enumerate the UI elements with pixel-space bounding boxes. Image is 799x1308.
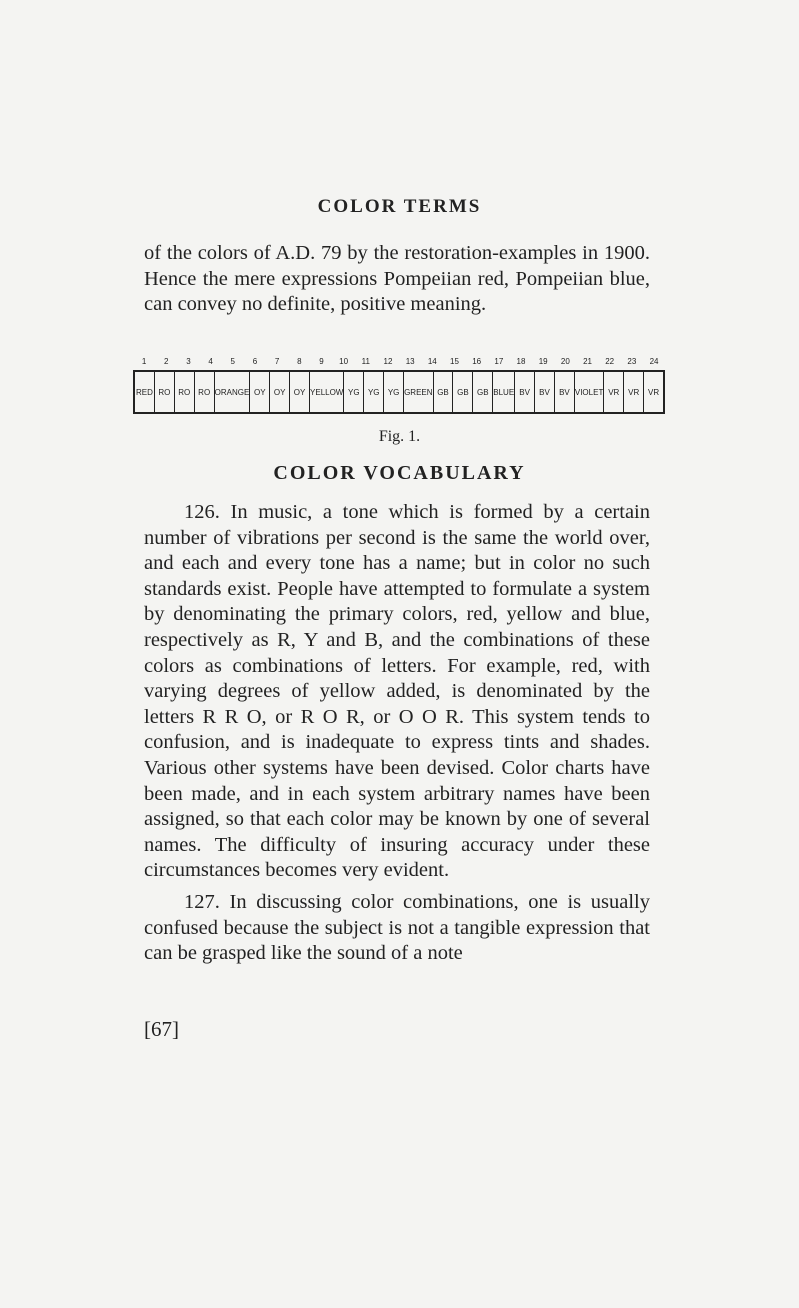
scale-cell: GB bbox=[434, 372, 454, 412]
scale-number: 21 bbox=[583, 357, 592, 366]
scale-number: 9 bbox=[319, 357, 324, 366]
scale-cell: YG bbox=[344, 372, 364, 412]
body-text bbox=[144, 500, 650, 967]
scale-number: 14 bbox=[427, 357, 437, 366]
scale-cell: OY bbox=[250, 372, 270, 412]
scale-number: 8 bbox=[297, 357, 302, 366]
figure-caption: Fig. 1. bbox=[378, 428, 421, 445]
paragraph-126: 126. In music, a tone which is formed by a certain number of vibrations per second is the same the world over, and each and every tone has a name; but in color no such standards exist. People have attempted to formulate a system by denominating the primary colors, red, yellow and blue, respectively as R, Y and B, and the combinations of these colors as combinations of letters. For example, red, with varying degrees of yellow added, is denominated by the letters R R O, or R O R, or O O R. This system tends to confusion, and is inadequate to express tints and shades. Various other systems have been devised. Color charts have been made, and in each system arbitrary names have been assigned, so that each color may be known by one of several names. The difficulty of insuring accuracy under these circumstances becomes very evident. bbox=[144, 501, 650, 882]
scale-cell: VR bbox=[648, 387, 660, 397]
running-head: COLOR TERMS bbox=[317, 196, 482, 217]
paragraph-text: of the colors of A.D. 79 by the restoration-examples in 1900. Hence the mere expressions Pompeiian red, Pompeiian blue, can convey no definite, positive meaning. bbox=[144, 242, 650, 316]
scale-cell: GB bbox=[453, 372, 473, 412]
scale-cell: BLUE bbox=[493, 372, 515, 412]
scale-cell: BV bbox=[515, 372, 535, 412]
scale-number: 2 bbox=[164, 357, 169, 366]
scale-number: 20 bbox=[560, 357, 570, 366]
scale-number: 23 bbox=[627, 357, 637, 366]
scale-number: 11 bbox=[361, 357, 370, 366]
scale-number: 7 bbox=[274, 357, 280, 366]
scale-number: 19 bbox=[538, 357, 548, 366]
scale-cell: VR bbox=[624, 372, 644, 412]
paragraph-continued bbox=[144, 241, 650, 318]
scale-number: 13 bbox=[405, 357, 415, 366]
scale-cell: YELLOW bbox=[310, 372, 344, 412]
scale-cell: GREEN bbox=[404, 372, 433, 412]
scale-cells bbox=[133, 370, 665, 414]
scale-cell: VIOLET bbox=[575, 372, 604, 412]
scale-cell: YG bbox=[364, 372, 384, 412]
scale-cell: RED bbox=[135, 372, 155, 412]
figure-color-scale bbox=[133, 356, 665, 414]
scale-number: 12 bbox=[383, 357, 393, 366]
page-number: [67] bbox=[144, 1017, 179, 1041]
scale-cell: RO bbox=[195, 372, 215, 412]
scale-cell: OY bbox=[270, 372, 290, 412]
paragraph-127: 127. In discussing color combinations, one is usually confused because the subject is not a tangible expression that can be grasped like the sound of a note bbox=[144, 890, 650, 965]
scale-numbers bbox=[133, 356, 665, 368]
scale-cell: OY bbox=[290, 372, 310, 412]
scale-cell: BV bbox=[535, 372, 555, 412]
scale-number: 22 bbox=[605, 357, 615, 366]
scale-number: 3 bbox=[186, 357, 191, 366]
scale-number: 15 bbox=[450, 357, 459, 366]
scale-cell: RO bbox=[175, 372, 195, 412]
scale-cell: GB bbox=[473, 372, 493, 412]
scale-number: 16 bbox=[472, 357, 482, 366]
scale-cell: VR bbox=[604, 372, 624, 412]
scale-number: 10 bbox=[339, 357, 349, 366]
scale-cell: ORANGE bbox=[215, 372, 251, 412]
scale-cell: RO bbox=[155, 372, 175, 412]
scale-number: 24 bbox=[649, 357, 659, 366]
scale-number: 5 bbox=[230, 357, 235, 366]
scale-number: 18 bbox=[516, 357, 526, 366]
scale-cell: YG bbox=[384, 372, 404, 412]
scale-cell: BV bbox=[555, 372, 575, 412]
scale-number: 17 bbox=[494, 357, 504, 366]
section-heading: COLOR VOCABULARY bbox=[273, 462, 526, 484]
scale-number: 6 bbox=[252, 357, 258, 366]
scale-number: 1 bbox=[141, 357, 147, 366]
scale-number: 4 bbox=[208, 357, 213, 366]
